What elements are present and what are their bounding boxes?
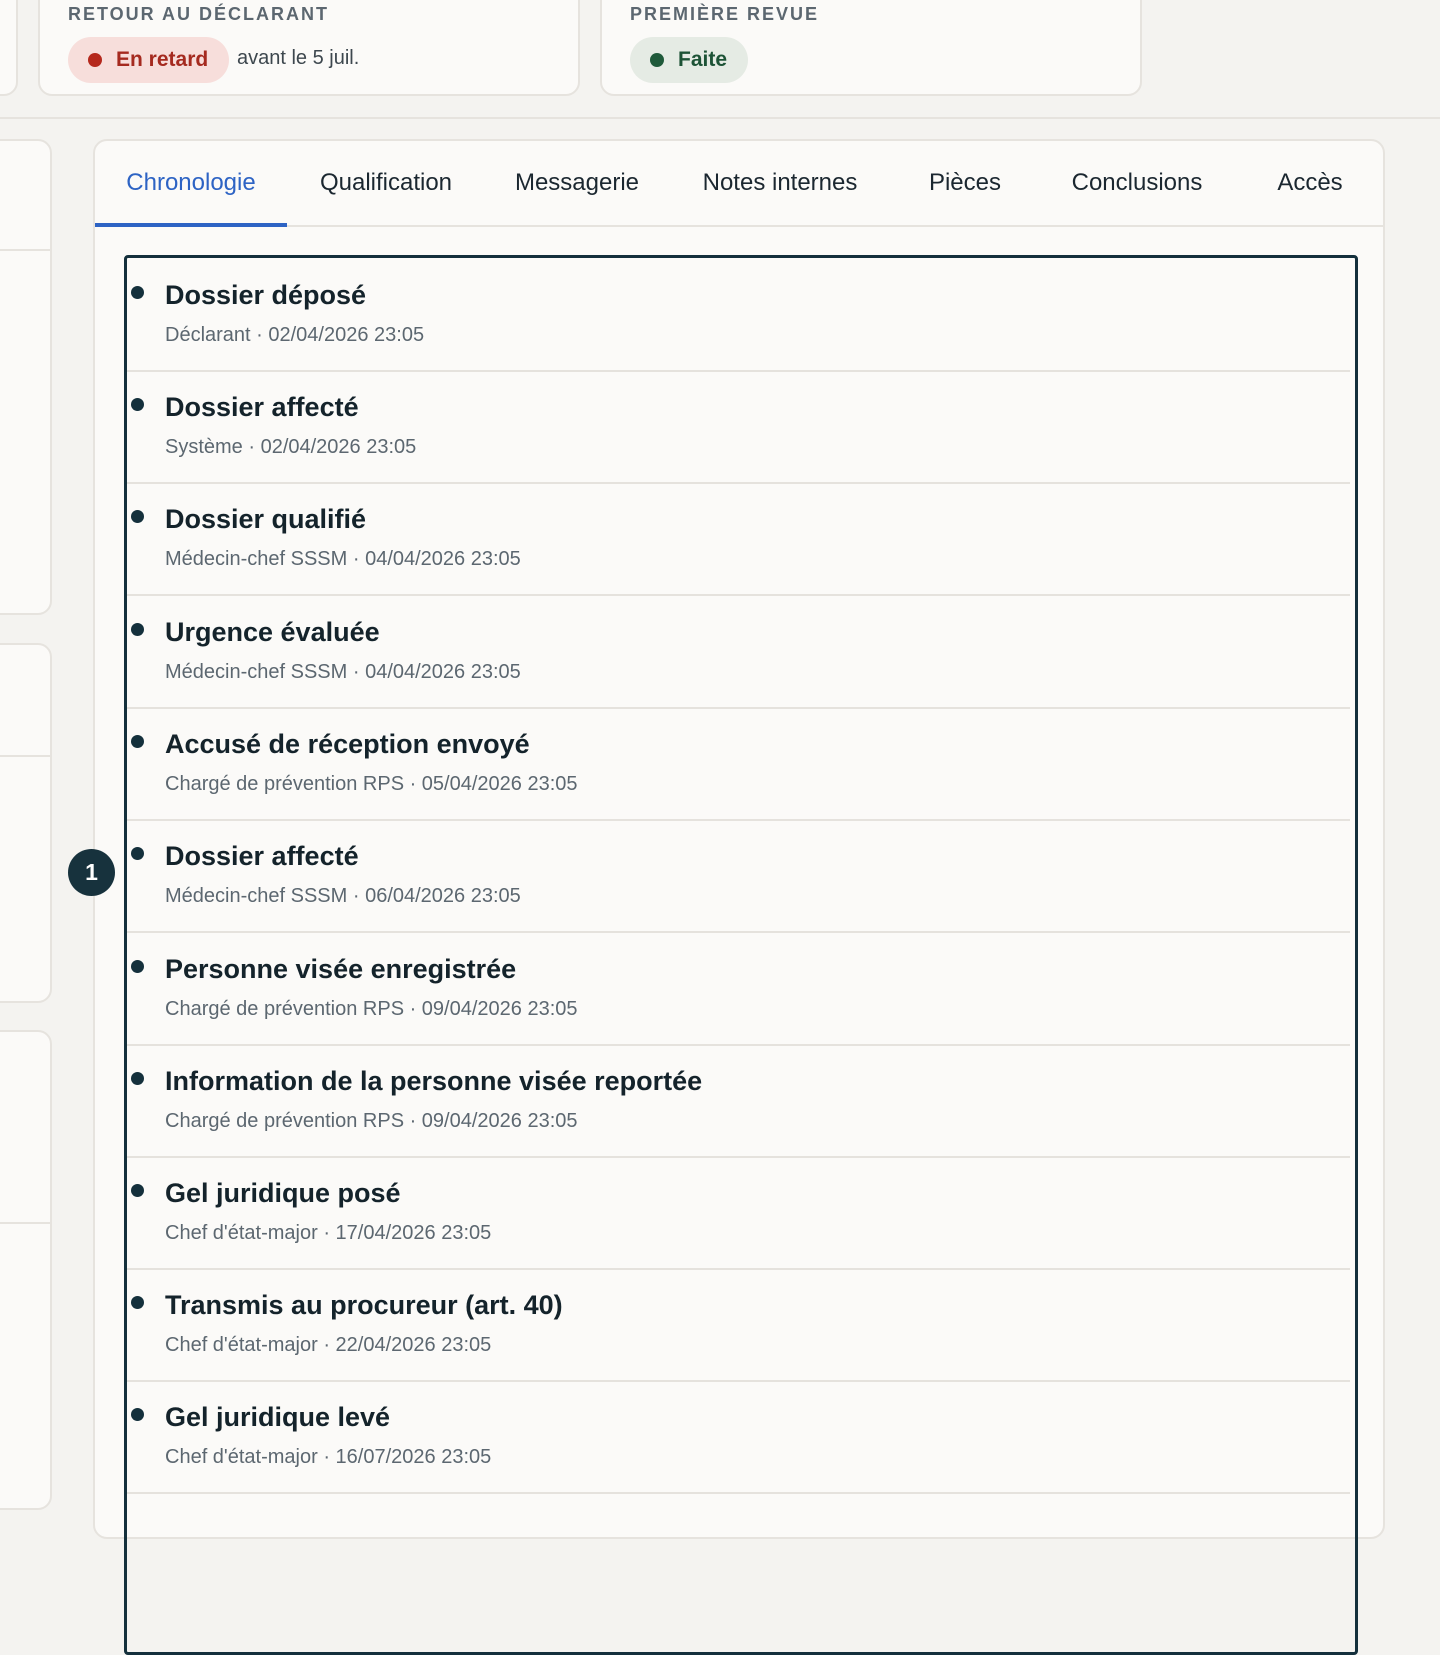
status-badge-done [630, 37, 748, 83]
tab-bar [95, 141, 1383, 227]
bullet-icon [131, 1184, 144, 1197]
tab-pieces[interactable] [915, 141, 1015, 225]
tab-notes-internes[interactable] [689, 141, 871, 225]
side-card-1 [0, 139, 52, 615]
status-badge-late [68, 37, 229, 83]
bullet-icon [131, 847, 144, 860]
due-date-text: avant le 5 juil. [237, 47, 360, 69]
event-title: Dossier affecté [165, 392, 359, 422]
status-card-revue [600, 0, 1142, 96]
tab-chronologie[interactable] [95, 141, 287, 225]
event-meta: Chargé de prévention RPS · 09/04/2026 23:05 [165, 998, 578, 1020]
late-dot-icon [88, 53, 102, 67]
event-meta: Système · 02/04/2026 23:05 [165, 436, 417, 458]
timeline-list [124, 255, 1358, 1655]
event-title: Urgence évaluée [165, 617, 380, 647]
event-title: Gel juridique levé [165, 1402, 391, 1432]
bullet-icon [131, 1296, 144, 1309]
event-meta: Médecin-chef SSSM · 04/04/2026 23:05 [165, 661, 521, 683]
status-badge-label: En retard [116, 48, 209, 71]
bullet-icon [131, 510, 144, 523]
tab-qualification[interactable] [297, 141, 475, 225]
timeline-item [127, 1380, 1350, 1494]
bullet-icon [131, 286, 144, 299]
event-meta: Médecin-chef SSSM · 04/04/2026 23:05 [165, 548, 521, 570]
event-meta: Chef d'état-major · 16/07/2026 23:05 [165, 1446, 492, 1468]
timeline-item [127, 370, 1350, 484]
event-meta: Chargé de prévention RPS · 09/04/2026 23:05 [165, 1110, 578, 1132]
timeline-item [127, 819, 1350, 933]
tab-label: Pièces [928, 169, 1002, 196]
tab-label: Notes internes [702, 169, 858, 196]
tab-label: Conclusions [1071, 169, 1203, 196]
timeline-item [127, 707, 1350, 821]
status-card-retour [38, 0, 580, 96]
side-card-divider [0, 755, 50, 757]
tab-label: Chronologie [126, 169, 256, 196]
event-meta: Déclarant · 02/04/2026 23:05 [165, 324, 425, 346]
bullet-icon [131, 623, 144, 636]
timeline-item [127, 1268, 1350, 1382]
status-card-partial [0, 0, 18, 96]
event-title: Accusé de réception envoyé [165, 729, 530, 759]
side-card-2 [0, 643, 52, 1003]
bullet-icon [131, 735, 144, 748]
event-meta: Chargé de prévention RPS · 05/04/2026 23:05 [165, 773, 578, 795]
side-card-3 [0, 1030, 52, 1510]
status-label-retour: RETOUR AU DÉCLARANT [68, 4, 329, 24]
tab-acces[interactable] [1265, 141, 1355, 225]
active-tab-indicator [95, 223, 287, 227]
event-title: Dossier qualifié [165, 504, 367, 534]
timeline-item [127, 1044, 1350, 1158]
tab-messagerie[interactable] [501, 141, 653, 225]
timeline-item [127, 482, 1350, 596]
tab-label: Qualification [319, 169, 453, 196]
timeline-item [127, 932, 1350, 1046]
done-dot-icon [650, 53, 664, 67]
tab-label: Accès [1277, 169, 1343, 196]
bullet-icon [131, 1072, 144, 1085]
event-title: Gel juridique posé [165, 1178, 401, 1208]
event-title: Personne visée enregistrée [165, 954, 517, 984]
event-meta: Médecin-chef SSSM · 06/04/2026 23:05 [165, 885, 521, 907]
timeline-item [127, 595, 1350, 709]
case-detail-panel [93, 139, 1385, 1539]
header-divider [0, 117, 1440, 119]
event-meta: Chef d'état-major · 17/04/2026 23:05 [165, 1222, 492, 1244]
event-title: Information de la personne visée reportée [165, 1066, 703, 1096]
bullet-icon [131, 398, 144, 411]
event-title: Dossier affecté [165, 841, 359, 871]
timeline-item [127, 1156, 1350, 1270]
side-card-divider [0, 249, 50, 251]
tab-label: Messagerie [514, 169, 640, 196]
status-badge-label: Faite [678, 48, 728, 71]
status-label-revue: PREMIÈRE REVUE [630, 4, 820, 24]
bullet-icon [131, 1408, 144, 1421]
event-title: Transmis au procureur (art. 40) [165, 1290, 563, 1320]
tab-conclusions[interactable] [1061, 141, 1213, 225]
event-title: Dossier déposé [165, 280, 367, 310]
bullet-icon [131, 960, 144, 973]
step-marker-badge[interactable]: 1 [68, 849, 115, 896]
timeline-item [127, 258, 1350, 372]
event-meta: Chef d'état-major · 22/04/2026 23:05 [165, 1334, 492, 1356]
side-card-divider [0, 1222, 50, 1224]
